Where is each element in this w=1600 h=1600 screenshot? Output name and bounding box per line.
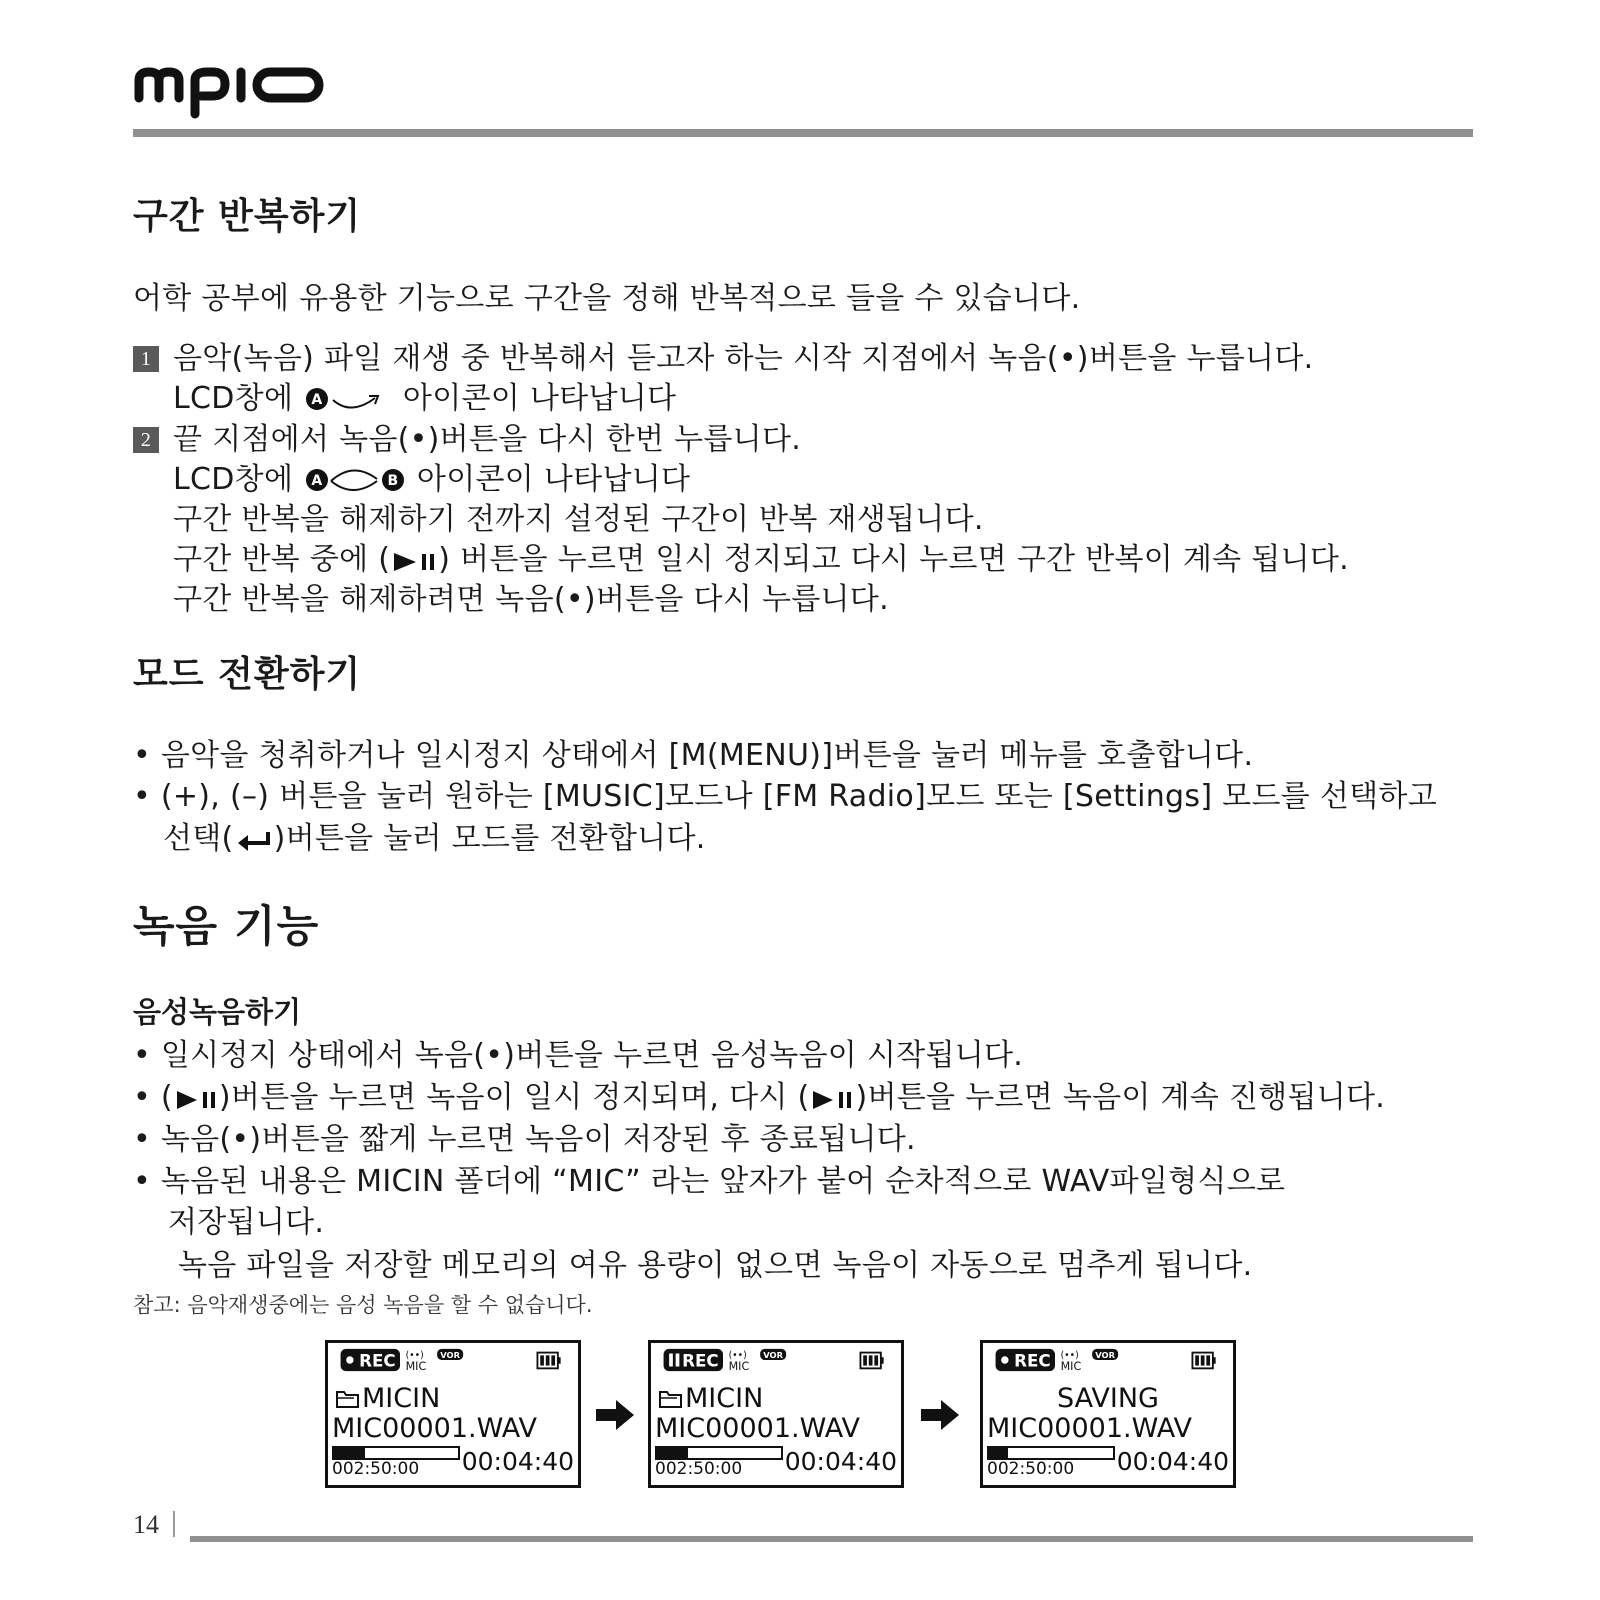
mic-icon: (••) (728, 1350, 747, 1362)
lcd-suffix: 아이콘이 나타납니다 (402, 381, 677, 416)
ab-repeat-a-icon (303, 384, 393, 414)
footer-rule (190, 1536, 1473, 1542)
saving-text: SAVING (1057, 1383, 1159, 1414)
record-bullet-3: • 녹음(•)버튼을 짧게 누르면 녹음이 저장된 후 종료됩니다. (133, 1122, 916, 1157)
remaining-time: 002:50:00 (332, 1459, 420, 1479)
svg-text:B: B (387, 473, 399, 489)
record-dot-icon (1001, 1356, 1008, 1363)
status-row (987, 1347, 1227, 1373)
step1-text: 음악(녹음) 파일 재생 중 반복해서 듣고자 하는 시작 지점에서 녹음(•)버튼을 누릅니다. (173, 341, 1314, 376)
page-number-divider (173, 1511, 175, 1537)
svg-text:A: A (311, 392, 323, 408)
arrow-right-icon (596, 1398, 636, 1432)
status-row (332, 1347, 572, 1373)
status-row (655, 1347, 895, 1373)
elapsed-time: 00:04:40 (1116, 1447, 1229, 1476)
repeat-step-1-lcd (173, 373, 676, 417)
pause-icon (669, 1354, 673, 1367)
svg-text:A: A (311, 473, 323, 489)
rec-label: REC (682, 1350, 719, 1371)
bullet2-c: )버튼을 누르면 녹음이 계속 진행됩니다. (855, 1080, 1386, 1115)
mic-label: MIC (1060, 1360, 1082, 1373)
remaining-time: 002:50:00 (987, 1459, 1075, 1479)
step-number-2: 2 (133, 427, 159, 453)
repeat-intro: 어학 공부에 유용한 기능으로 구간을 정해 반복적으로 들을 수 있습니다. (133, 281, 1081, 316)
mic-icon: (••) (405, 1350, 424, 1362)
line4-post: ) 버튼을 누르면 일시 정지되고 다시 누르면 구간 반복이 계속 됩니다. (438, 542, 1349, 577)
page-number: 14 (133, 1510, 159, 1539)
repeat-step-2-line4 (173, 534, 1349, 578)
battery-icon (860, 1353, 883, 1369)
battery-icon (1192, 1353, 1215, 1369)
mode-bullet-2: • (+), (–) 버튼을 눌러 원하는 [MUSIC]모드나 [FM Radio]모드 또는 [Settings] 모드를 선택하고 (133, 779, 1437, 814)
section-title-mode: 모드 전환하기 (133, 654, 362, 695)
step-number-1: 1 (133, 346, 159, 372)
battery-icon (537, 1353, 560, 1369)
vor-label: VOR (440, 1350, 461, 1361)
progress-bar (332, 1446, 460, 1460)
record-subtitle: 음성녹음하기 (133, 995, 302, 1029)
select-post: )버튼을 눌러 모드를 전환합니다. (273, 821, 706, 856)
record-bullet-4-extra: 녹음 파일을 저장할 메모리의 여유 용량이 없으면 녹음이 자동으로 멈추게 됩니다. (178, 1248, 1253, 1283)
arrow-right-icon (921, 1398, 961, 1432)
record-bullet-4: • 녹음된 내용은 MICIN 폴더에 “MIC” 라는 앞자가 붙어 순차적으로 WAV파일형식으로 (133, 1164, 1286, 1199)
lcd-prefix: LCD창에 (173, 381, 294, 416)
record-dot-icon (346, 1356, 353, 1363)
lcd-prefix-2: LCD창에 (173, 462, 294, 497)
ab-repeat-ab-icon (303, 465, 407, 495)
file-name: MIC00001.WAV (987, 1413, 1193, 1444)
progress-bar (987, 1446, 1115, 1460)
folder-row (334, 1383, 440, 1414)
record-bullet-1: • 일시정지 상태에서 녹음(•)버튼을 누르면 음성녹음이 시작됩니다. (133, 1038, 1024, 1073)
lcd-screen-saving (980, 1340, 1236, 1488)
record-bullet-2 (133, 1072, 1385, 1116)
section-title-record: 녹음 기능 (133, 902, 320, 952)
progress-fill (334, 1448, 365, 1458)
bullet2-b: )버튼을 누르면 녹음이 일시 정지되며, 다시 ( (218, 1080, 810, 1115)
remaining-time: 002:50:00 (655, 1459, 743, 1479)
folder-name: MICIN (685, 1383, 764, 1414)
play-pause-icon (173, 1087, 219, 1113)
lcd-screen-paused (648, 1340, 904, 1488)
mic-icon: (••) (1060, 1350, 1079, 1362)
enter-icon (234, 828, 274, 854)
lcd-suffix-2: 아이콘이 나타납니다 (416, 462, 691, 497)
folder-row (657, 1383, 763, 1414)
step2-text: 끝 지점에서 녹음(•)버튼을 다시 한번 누릅니다. (173, 422, 802, 457)
repeat-step-1 (133, 333, 1313, 377)
rec-label: REC (1014, 1350, 1051, 1371)
mic-label: MIC (728, 1360, 750, 1373)
mode-bullet-1: • 음악을 청취하거나 일시정지 상태에서 [M(MENU)]버튼을 눌러 메뉴를 호출합니다. (133, 738, 1254, 773)
elapsed-time: 00:04:40 (784, 1447, 897, 1476)
play-pause-icon (390, 549, 438, 575)
progress-fill (989, 1448, 1008, 1458)
vor-label: VOR (763, 1350, 784, 1361)
file-name: MIC00001.WAV (332, 1413, 538, 1444)
vor-label: VOR (1095, 1350, 1116, 1361)
elapsed-time: 00:04:40 (461, 1447, 574, 1476)
record-note: 참고: 음악재생중에는 음성 녹음을 할 수 없습니다. (133, 1293, 593, 1317)
mic-label: MIC (405, 1360, 427, 1373)
line4-pre: 구간 반복 중에 ( (173, 542, 391, 577)
play-pause-icon (809, 1087, 855, 1113)
folder-icon (334, 1386, 362, 1410)
header-rule (133, 129, 1473, 137)
select-pre: 선택( (163, 821, 234, 856)
repeat-step-2 (133, 414, 801, 458)
progress-bar (655, 1446, 783, 1460)
section-title-repeat: 구간 반복하기 (133, 196, 362, 237)
repeat-step-2-lcd (173, 454, 690, 498)
repeat-step-2-line3: 구간 반복을 해제하기 전까지 설정된 구간이 반복 재생됩니다. (173, 502, 984, 537)
rec-label: REC (359, 1350, 396, 1371)
mpio-logo (133, 58, 333, 122)
record-bullet-4-cont: 저장됩니다. (168, 1205, 325, 1240)
repeat-step-2-line5: 구간 반복을 해제하려면 녹음(•)버튼을 다시 누릅니다. (173, 582, 889, 617)
file-name: MIC00001.WAV (655, 1413, 861, 1444)
bullet2-a: • ( (133, 1080, 173, 1115)
folder-name: MICIN (362, 1383, 441, 1414)
mode-bullet-2-cont (163, 813, 706, 857)
progress-fill (657, 1448, 688, 1458)
folder-icon (657, 1386, 685, 1410)
lcd-screen-recording (325, 1340, 581, 1488)
